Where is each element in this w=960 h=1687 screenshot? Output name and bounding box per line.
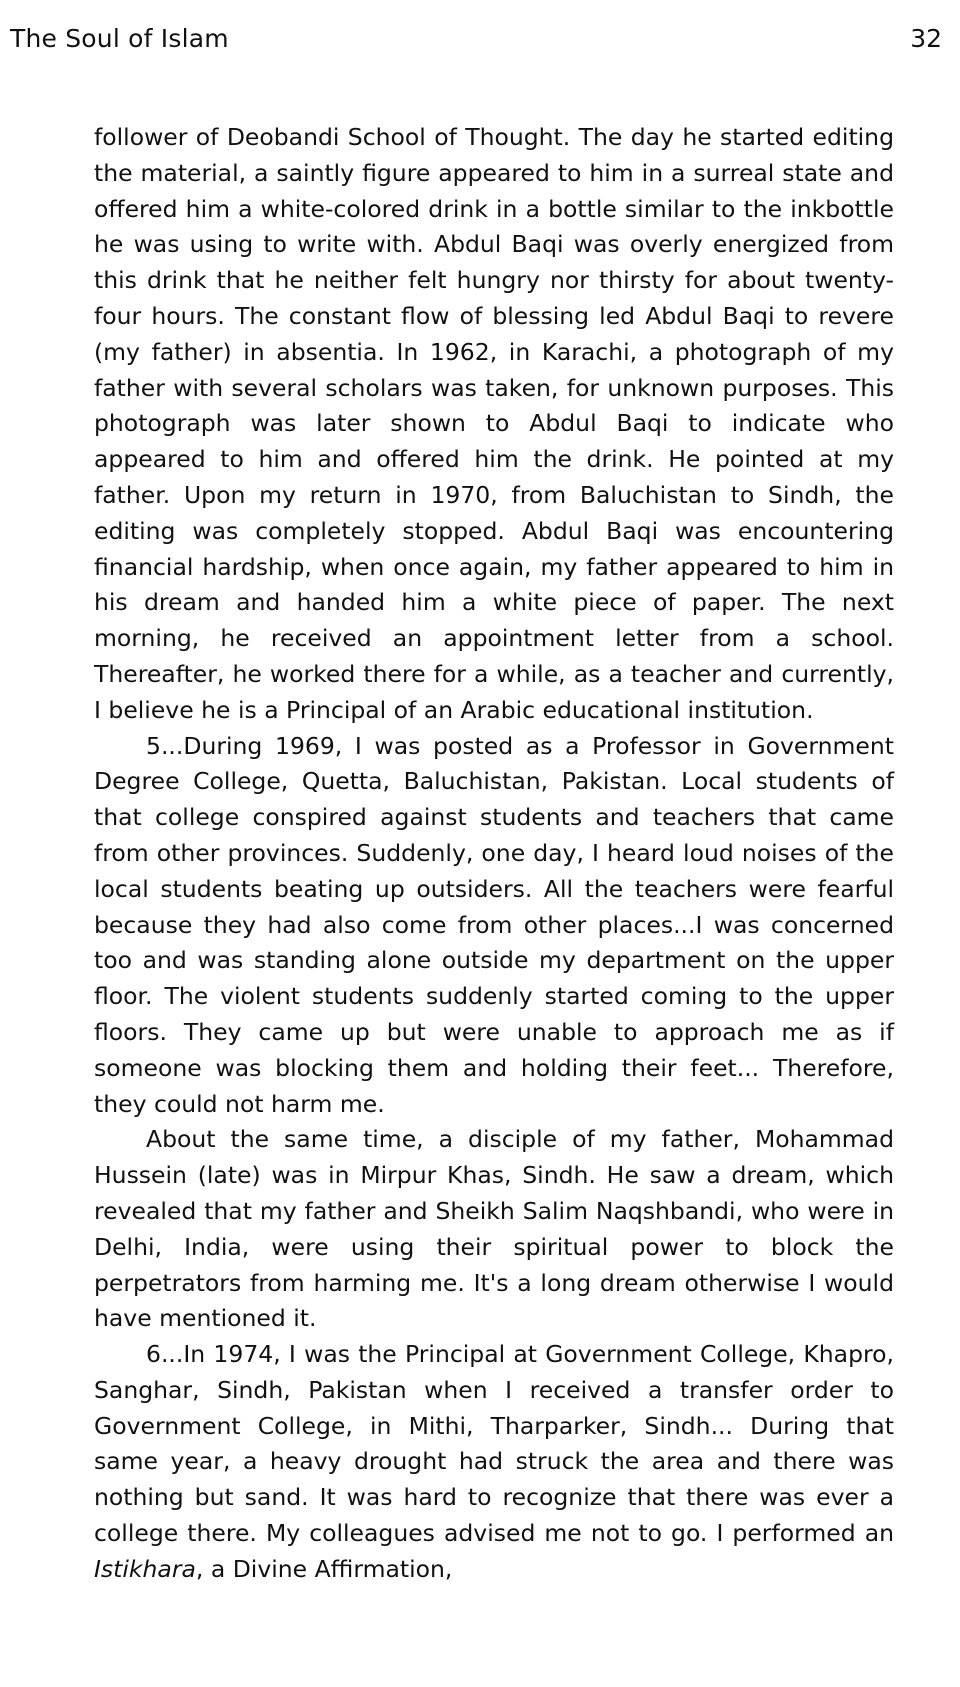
paragraph — [94, 1337, 894, 1588]
paragraph-text: 6...In 1974, I was the Principal at Government College, Khapro, Sanghar, Sindh, Pakistan when I received a transfer order to Government College, in Mithi, Tharparker, Sindh... During that same year, a heavy drought had struck the area and there was nothing but sand. It was hard to recognize that there was ever a college there. My colleagues advised me not to go. I performed an — [94, 1340, 894, 1548]
italic-term: Istikhara — [94, 1554, 196, 1583]
running-title: The Soul of Islam — [10, 24, 229, 53]
body-text — [94, 120, 894, 1588]
paragraph: follower of Deobandi School of Thought. The day he started editing the material, a saintly figure appeared to him in a surreal state and offered him a white-colored drink in a bottle similar to the inkbottle he was using to write with. Abdul Baqi was overly energized from this drink that he neither felt hungry nor thirsty for about twenty-four hours. The constant flow of blessing led Abdul Baqi to revere (my father) in absentia. In 1962, in Karachi, a photograph of my father with several scholars was taken, for unknown purposes. This photograph was later shown to Abdul Baqi to indicate who appeared to him and offered him the drink. He pointed at my father. Upon my return in 1970, from Baluchistan to Sindh, the editing was completely stopped. Abdul Baqi was encountering financial hardship, when once again, my father appeared to him in his dream and handed him a white piece of paper. The next morning, he received an appointment letter from a school. Thereafter, he worked there for a while, as a teacher and currently, I believe he is a Principal of an Arabic educational institution. — [94, 123, 894, 724]
paragraph-text: , a Divine Affirmation, — [195, 1554, 453, 1583]
page-header — [10, 22, 942, 58]
paragraph: About the same time, a disciple of my father, Mohammad Hussein (late) was in Mirpur Khas, Sindh. He saw a dream, which revealed that my father and Sheikh Salim Naqshbandi, who were in Delhi, India, were using their spiritual power to block the perpetrators from harming me. It's a long dream otherwise I would have mentioned it. — [94, 1125, 894, 1333]
page-number: 32 — [910, 24, 942, 53]
paragraph: 5...During 1969, I was posted as a Professor in Government Degree College, Quetta, Baluchistan, Pakistan. Local students of that college conspired against students and teachers that came from other provinces. Suddenly, one day, I heard loud noises of the local students beating up outsiders. All the teachers were fearful because they had also come from other places...I was concerned too and was standing alone outside my department on the upper floor. The violent students suddenly started coming to the upper floors. They came up but were unable to approach me as if someone was blocking them and holding their feet... Therefore, they could not harm me. — [94, 731, 894, 1118]
